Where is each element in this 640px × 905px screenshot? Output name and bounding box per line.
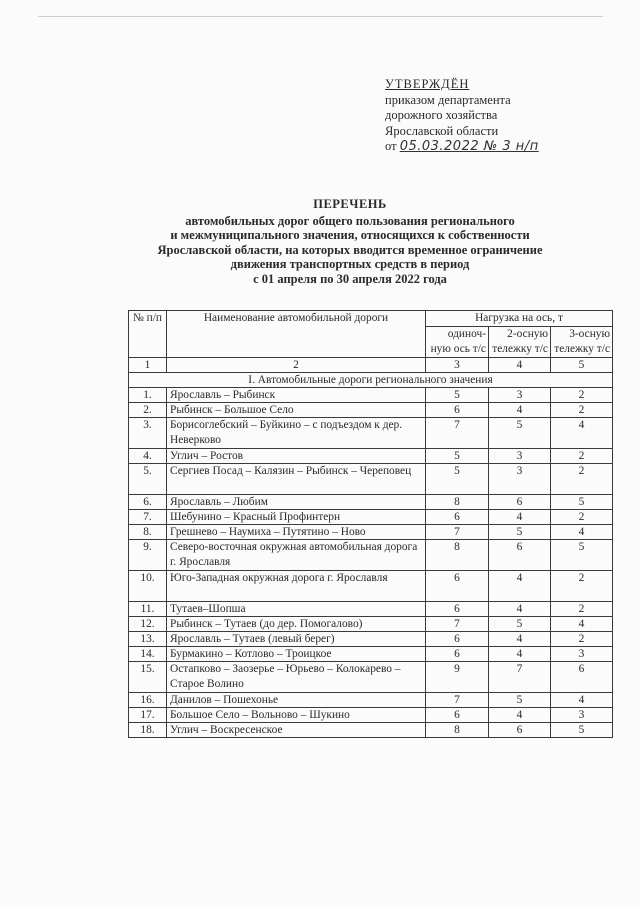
two-axle-load: 6 — [489, 495, 551, 510]
road-name: Углич – Воскресенское — [167, 723, 426, 738]
road-name: Ярославль – Любим — [167, 495, 426, 510]
road-name: Сергиев Посад – Калязин – Рыбинск – Череповец — [167, 464, 426, 495]
row-number: 9. — [129, 540, 167, 571]
single-axle-load: 6 — [426, 571, 489, 602]
three-axle-load: 5 — [551, 495, 613, 510]
three-axle-load: 2 — [551, 403, 613, 418]
road-name: Ярославль – Тутаев (левый берег) — [167, 632, 426, 647]
row-number: 7. — [129, 510, 167, 525]
approval-line: приказом департамента — [385, 92, 511, 107]
table-row — [129, 388, 613, 403]
approval-stamp — [385, 77, 539, 155]
approval-date-handwritten: 05.03.2022 № 3 н/п — [399, 139, 539, 154]
row-number: 14. — [129, 647, 167, 662]
table-row — [129, 617, 613, 632]
table-row — [129, 693, 613, 708]
two-axle-load: 5 — [489, 525, 551, 540]
title-line: и межмуниципального значения, относящихся к собственности — [170, 228, 530, 243]
table-row — [129, 602, 613, 617]
document-title — [130, 197, 570, 287]
road-name: Бурмакино – Котлово – Троицкое — [167, 647, 426, 662]
road-name: Большое Село – Вольново – Шукино — [167, 708, 426, 723]
column-number: 3 — [426, 358, 489, 373]
row-number: 4. — [129, 449, 167, 464]
single-axle-load: 6 — [426, 602, 489, 617]
title-line: Ярославской области, на которых вводится временное ограничение — [157, 242, 543, 257]
two-axle-load: 3 — [489, 449, 551, 464]
table-row — [129, 540, 613, 571]
row-number: 18. — [129, 723, 167, 738]
row-number: 2. — [129, 403, 167, 418]
table-row — [129, 495, 613, 510]
row-number: 6. — [129, 495, 167, 510]
two-axle-load: 4 — [489, 403, 551, 418]
two-axle-load: 4 — [489, 647, 551, 662]
title-heading: ПЕРЕЧЕНЬ — [313, 197, 387, 211]
single-axle-load: 6 — [426, 403, 489, 418]
two-axle-load: 4 — [489, 602, 551, 617]
table-row — [129, 662, 613, 693]
road-name: Остапково – Заозерье – Юрьево – Колокарево – Старое Волино — [167, 662, 426, 693]
single-axle-load: 6 — [426, 510, 489, 525]
row-number: 15. — [129, 662, 167, 693]
column-number: 5 — [551, 358, 613, 373]
single-axle-load: 7 — [426, 525, 489, 540]
road-name: Рыбинск – Большое Село — [167, 403, 426, 418]
header-num: № п/п — [129, 311, 167, 358]
three-axle-load: 2 — [551, 449, 613, 464]
row-number: 13. — [129, 632, 167, 647]
three-axle-load: 2 — [551, 571, 613, 602]
page-top-edge — [38, 16, 603, 17]
three-axle-load: 5 — [551, 540, 613, 571]
three-axle-load: 3 — [551, 647, 613, 662]
table-row — [129, 403, 613, 418]
three-axle-load: 3 — [551, 708, 613, 723]
table-row — [129, 708, 613, 723]
single-axle-load: 7 — [426, 418, 489, 449]
road-name: Данилов – Пошехонье — [167, 693, 426, 708]
three-axle-load: 4 — [551, 617, 613, 632]
approval-line: Ярославской области — [385, 123, 499, 138]
table-row — [129, 418, 613, 449]
three-axle-load: 4 — [551, 418, 613, 449]
three-axle-load: 6 — [551, 662, 613, 693]
road-name: Рыбинск – Тутаев (до дер. Помогалово) — [167, 617, 426, 632]
title-line: автомобильных дорог общего пользования регионального — [185, 213, 515, 228]
approval-line: дорожного хозяйства — [385, 108, 498, 122]
column-number: 2 — [167, 358, 426, 373]
table-row — [129, 647, 613, 662]
single-axle-load: 6 — [426, 708, 489, 723]
single-axle-load: 6 — [426, 632, 489, 647]
two-axle-load: 4 — [489, 632, 551, 647]
two-axle-load: 7 — [489, 662, 551, 693]
three-axle-load: 2 — [551, 632, 613, 647]
table-row — [129, 510, 613, 525]
two-axle-load: 5 — [489, 693, 551, 708]
roads-table — [128, 310, 613, 738]
row-number: 17. — [129, 708, 167, 723]
approval-date-line — [385, 139, 539, 155]
approval-heading: УТВЕРЖДЁН — [385, 77, 470, 91]
row-number: 12. — [129, 617, 167, 632]
two-axle-load: 6 — [489, 723, 551, 738]
single-axle-load: 5 — [426, 388, 489, 403]
title-line: с 01 апреля по 30 апреля 2022 года — [253, 271, 447, 286]
road-name: Борисоглебский – Буйкино – с подъездом к дер. Неверково — [167, 418, 426, 449]
column-number: 4 — [489, 358, 551, 373]
two-axle-load: 6 — [489, 540, 551, 571]
road-name: Шебунино – Красный Профинтерн — [167, 510, 426, 525]
road-name: Ярославль – Рыбинск — [167, 388, 426, 403]
header-three-axle: 3-осную тележку т/с — [551, 327, 613, 358]
row-number: 8. — [129, 525, 167, 540]
two-axle-load: 5 — [489, 617, 551, 632]
two-axle-load: 3 — [489, 464, 551, 495]
header-name: Наименование автомобильной дороги — [167, 311, 426, 358]
table-row — [129, 723, 613, 738]
road-name: Юго-Западная окружная дорога г. Ярославля — [167, 571, 426, 602]
three-axle-load: 2 — [551, 510, 613, 525]
approval-date-prefix: от — [385, 139, 397, 153]
road-name: Углич – Ростов — [167, 449, 426, 464]
single-axle-load: 5 — [426, 449, 489, 464]
column-number: 1 — [129, 358, 167, 373]
row-number: 5. — [129, 464, 167, 495]
two-axle-load: 5 — [489, 418, 551, 449]
single-axle-load: 7 — [426, 693, 489, 708]
road-name: Тутаев–Шопша — [167, 602, 426, 617]
table-row — [129, 464, 613, 495]
table-row — [129, 449, 613, 464]
single-axle-load: 9 — [426, 662, 489, 693]
road-name: Грешнево – Наумиха – Путятино – Ново — [167, 525, 426, 540]
section-heading: I. Автомобильные дороги регионального значения — [129, 373, 613, 388]
row-number: 3. — [129, 418, 167, 449]
single-axle-load: 6 — [426, 647, 489, 662]
header-two-axle: 2-осную тележку т/с — [489, 327, 551, 358]
road-name: Северо-восточная окружная автомобильная дорога г. Ярославля — [167, 540, 426, 571]
row-number: 16. — [129, 693, 167, 708]
table-row — [129, 632, 613, 647]
table-row — [129, 571, 613, 602]
two-axle-load: 4 — [489, 708, 551, 723]
two-axle-load: 3 — [489, 388, 551, 403]
two-axle-load: 4 — [489, 510, 551, 525]
three-axle-load: 2 — [551, 602, 613, 617]
single-axle-load: 8 — [426, 540, 489, 571]
two-axle-load: 4 — [489, 571, 551, 602]
row-number: 11. — [129, 602, 167, 617]
header-load: Нагрузка на ось, т — [426, 311, 613, 327]
single-axle-load: 7 — [426, 617, 489, 632]
title-line: движения транспортных средств в период — [230, 257, 470, 272]
three-axle-load: 2 — [551, 388, 613, 403]
row-number: 1. — [129, 388, 167, 403]
three-axle-load: 2 — [551, 464, 613, 495]
row-number: 10. — [129, 571, 167, 602]
three-axle-load: 4 — [551, 693, 613, 708]
three-axle-load: 5 — [551, 723, 613, 738]
header-single-axle: одиноч-ную ось т/с — [426, 327, 489, 358]
single-axle-load: 8 — [426, 723, 489, 738]
single-axle-load: 8 — [426, 495, 489, 510]
single-axle-load: 5 — [426, 464, 489, 495]
table-row — [129, 525, 613, 540]
three-axle-load: 4 — [551, 525, 613, 540]
